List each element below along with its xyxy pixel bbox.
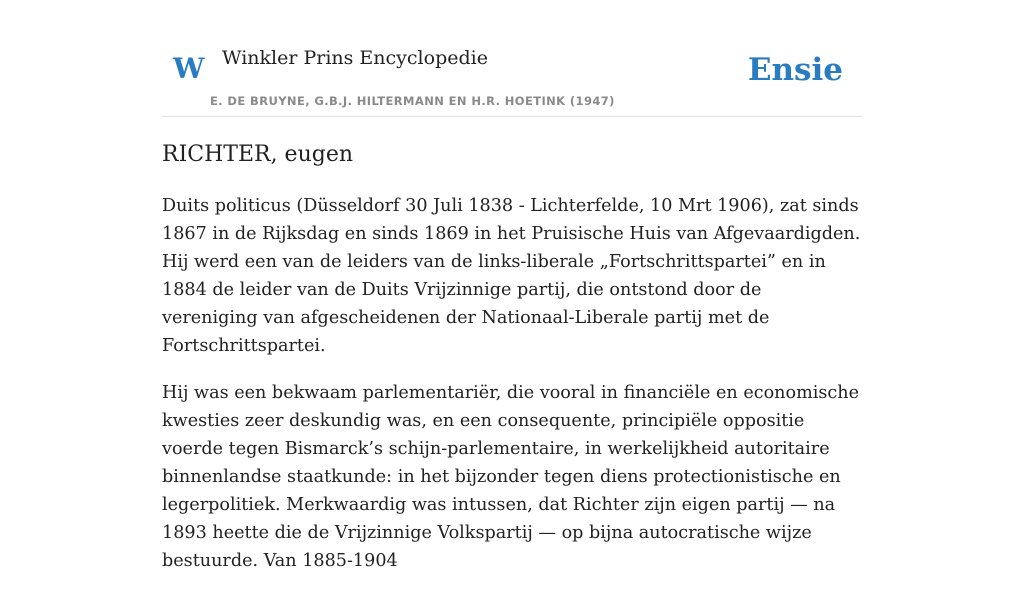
article-paragraph: Hij was een bekwaam parlementariër, die vooral in financiële en economische kwesties zeer deskundig was, en een consequente, principiële oppositie voerde tegen Bismarck’s schijn-parlementaire, in werkelijkheid autoritaire binnenlandse staatkunde: in het bijzonder tegen diens protectionistische en legerpolitiek. Merkwaardig was intussen, dat Richter zijn eigen partij — na 1893 heette die de Vrijzinnige Volkspartij — op bijna autocratische wijze bestuurde. Van 1885-1904 <box>162 383 860 571</box>
entry-title: RICHTER, eugen <box>162 142 354 167</box>
winkler-prins-logo-icon[interactable]: W <box>173 52 205 85</box>
site-header <box>162 0 862 117</box>
article-body <box>162 192 862 594</box>
ensie-logo[interactable]: Ensie <box>747 52 843 88</box>
authors-line: E. DE BRUYNE, G.B.J. HILTERMANN EN H.R. HOETINK (1947) <box>210 94 615 108</box>
article-paragraph: Duits politicus (Düsseldorf 30 Juli 1838 - Lichterfelde, 10 Mrt 1906), zat sinds 1867 in de Rijksdag en sinds 1869 in het Pruisische Huis van Afgevaardigden. Hij werd een van de leiders van de links-liberale „Fortschrittspartei” en in 1884 de leider van de Duits Vrijzinnige partij, die ontstond door de vereniging van afgescheidenen der Nationaal-Liberale partij met de Fortschrittspartei. <box>162 196 861 356</box>
site-title[interactable]: Winkler Prins Encyclopedie <box>222 47 488 69</box>
